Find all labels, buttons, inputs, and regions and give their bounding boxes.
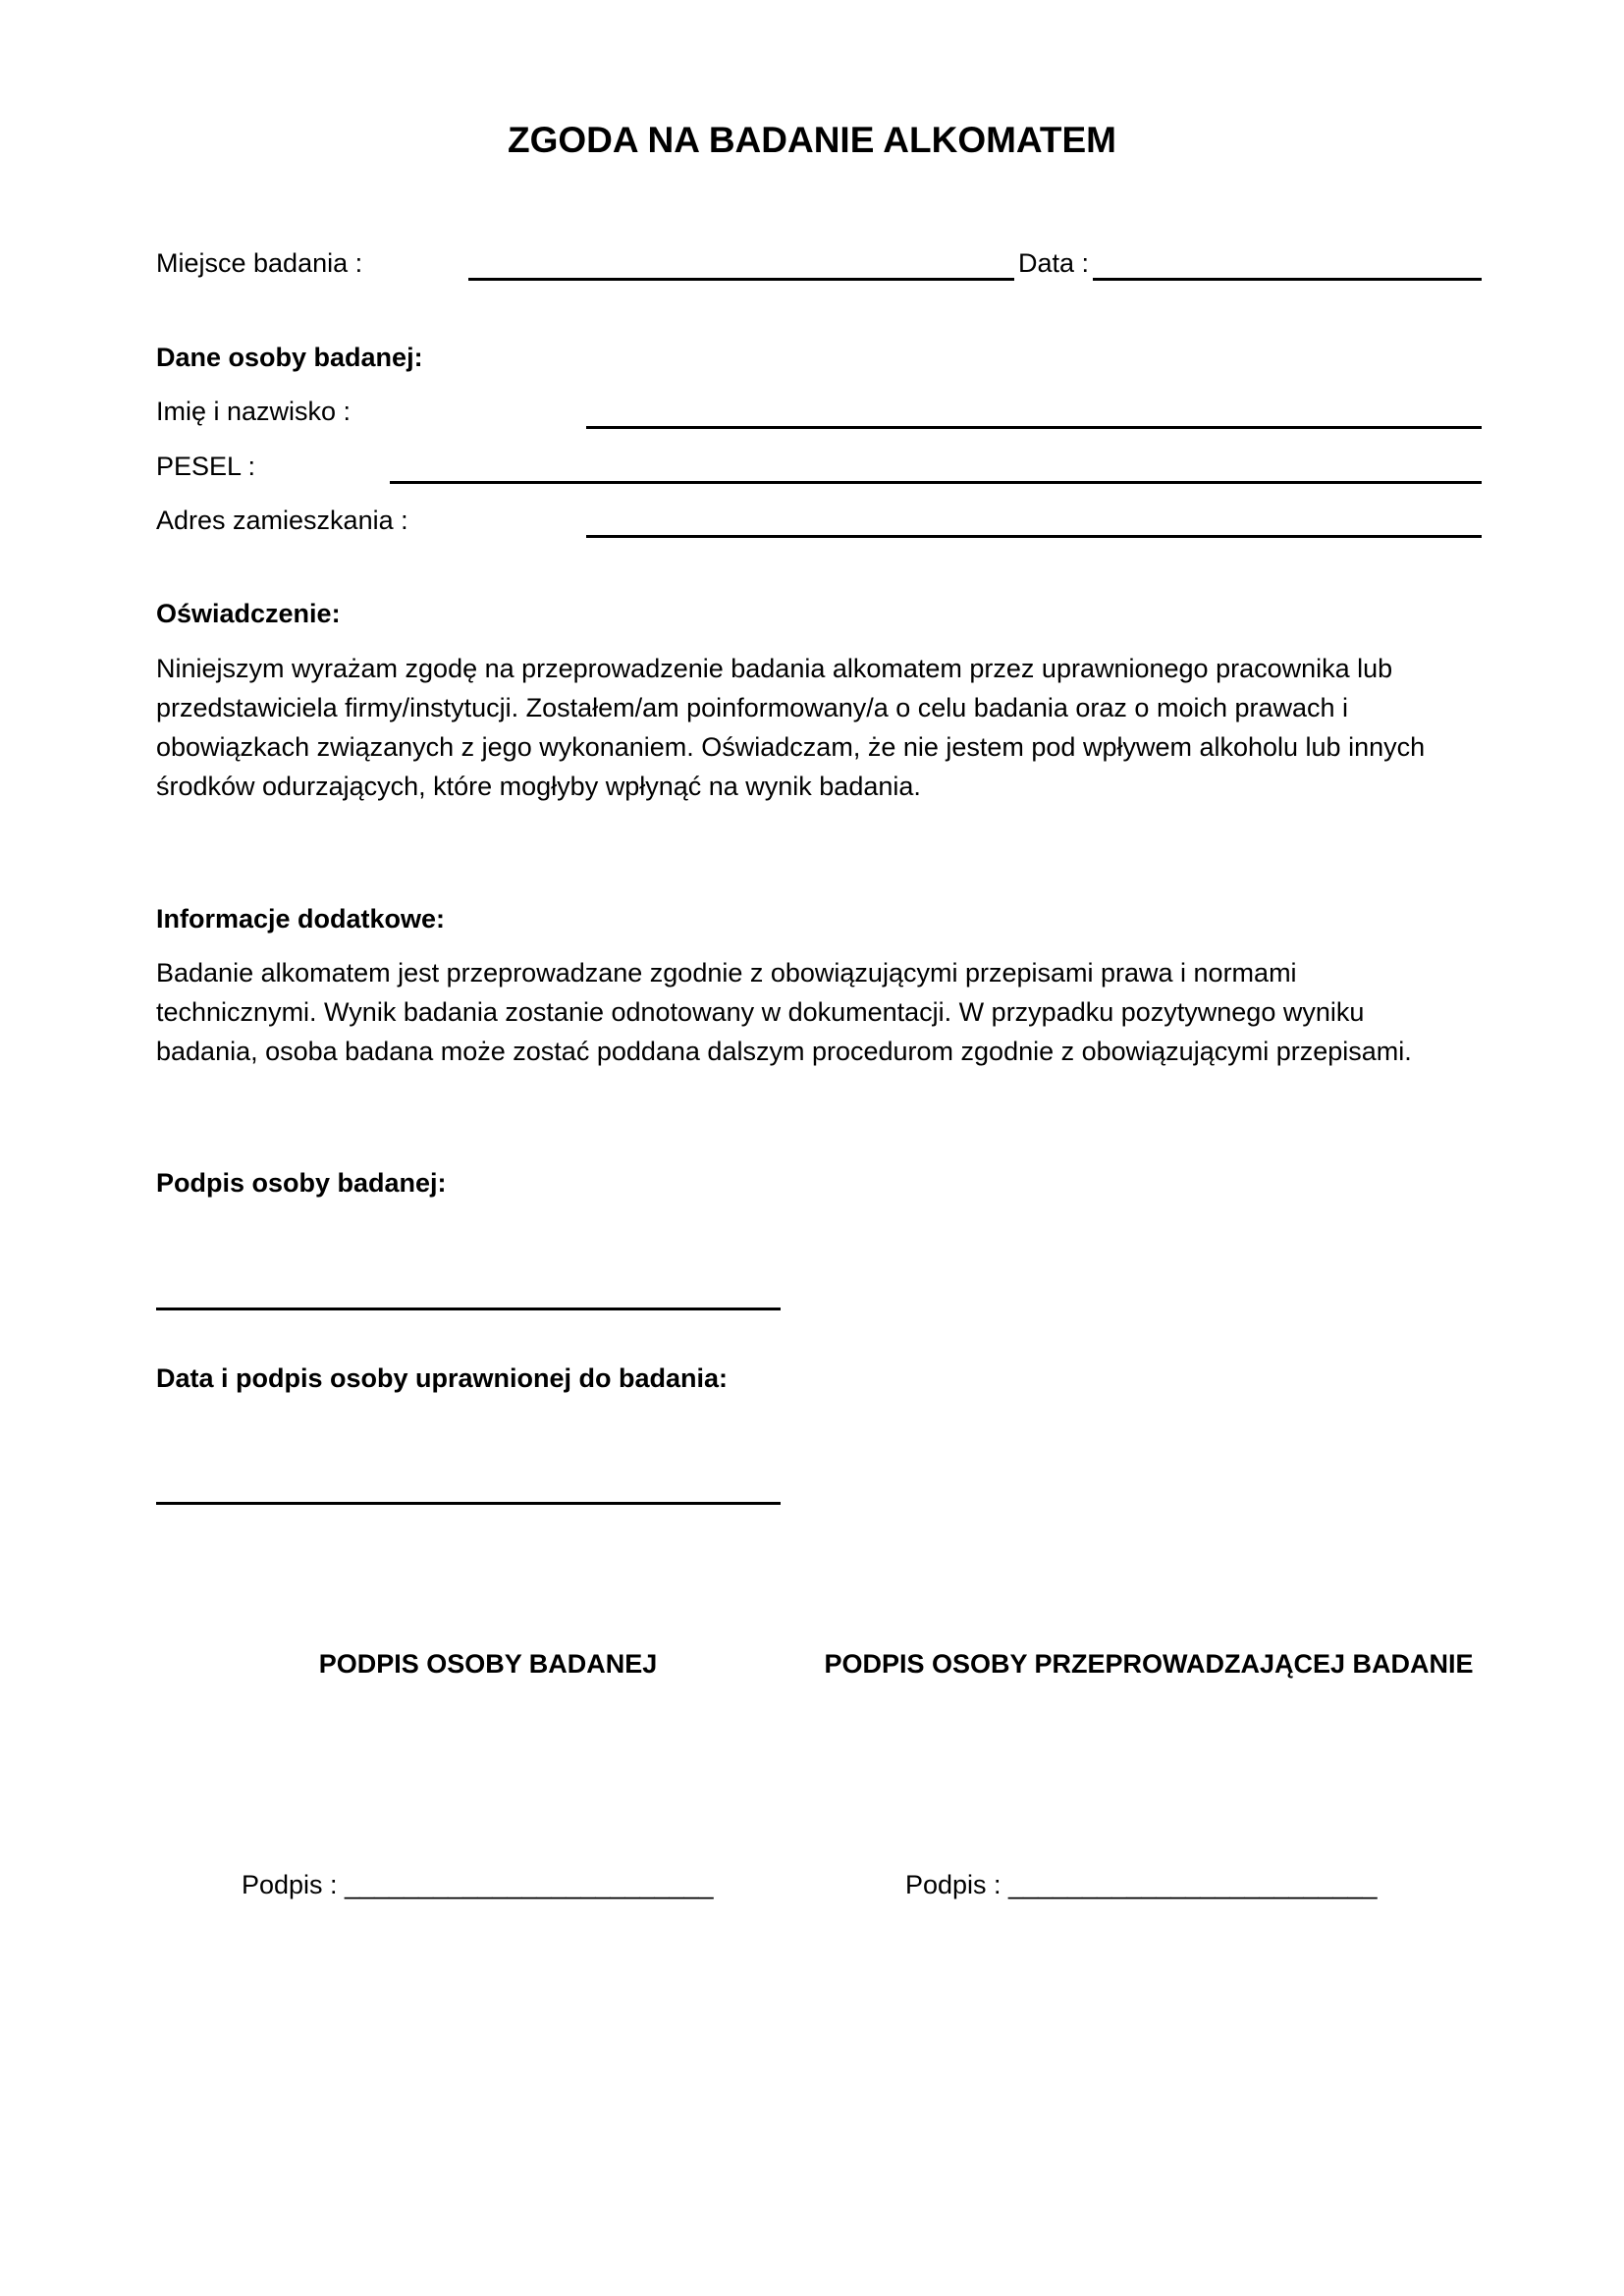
place-label: Miejsce badania :: [156, 248, 363, 278]
signature-authorized-heading: Data i podpis osoby uprawnionej do badania:: [156, 1363, 729, 1393]
name-label: Imię i nazwisko :: [156, 397, 352, 426]
additional-info-line: technicznymi. Wynik badania zostanie odnotowany w dokumentacji. W przypadku pozytywnego wyniku: [156, 997, 1365, 1027]
signature-authorized-line[interactable]: [156, 1502, 781, 1505]
pesel-label: PESEL :: [156, 452, 256, 481]
statement-line: przedstawiciela firmy/instytucji. Zostałem/am poinformowany/a o celu badania oraz o moich prawach i: [156, 693, 1349, 722]
document-title: ZGODA NA BADANIE ALKOMATEM: [507, 120, 1117, 160]
statement-line: środków odurzających, które mogłyby wpłynąć na wynik badania.: [156, 772, 921, 801]
statement-paragraph: [156, 649, 1491, 806]
bottom-right-signature[interactable]: Podpis : _________________________: [905, 1870, 1378, 1899]
statement-line: Niniejszym wyrażam zgodę na przeprowadzenie badania alkomatem przez uprawnionego pracownika lub: [156, 654, 1393, 683]
additional-info-line: Badanie alkomatem jest przeprowadzane zgodnie z obowiązującymi przepisami prawa i normami: [156, 958, 1297, 988]
bottom-right-heading: PODPIS OSOBY PRZEPROWADZAJĄCEJ BADANIE: [824, 1649, 1474, 1679]
name-field[interactable]: [586, 426, 1482, 429]
pesel-field[interactable]: [390, 481, 1482, 484]
bottom-left-signature[interactable]: Podpis : _________________________: [242, 1870, 714, 1899]
additional-info-line: badania, osoba badana może zostać poddana dalszym procedurom zgodnie z obowiązującymi przepisami.: [156, 1037, 1412, 1066]
address-field[interactable]: [586, 535, 1482, 538]
address-label: Adres zamieszkania :: [156, 506, 408, 535]
signature-person-heading: Podpis osoby badanej:: [156, 1168, 447, 1198]
person-section-heading: Dane osoby badanej:: [156, 343, 423, 372]
additional-info-heading: Informacje dodatkowe:: [156, 904, 446, 934]
statement-heading: Oświadczenie:: [156, 599, 341, 628]
additional-info-paragraph: [156, 953, 1491, 1071]
bottom-left-heading: PODPIS OSOBY BADANEJ: [318, 1649, 658, 1679]
statement-line: obowiązkach związanych z jego wykonaniem. Oświadczam, że nie jestem pod wpływem alkoholu lub innych: [156, 732, 1426, 762]
date-label: Data :: [1014, 245, 1093, 281]
signature-person-line[interactable]: [156, 1308, 781, 1310]
place-field[interactable]: [468, 278, 1482, 281]
